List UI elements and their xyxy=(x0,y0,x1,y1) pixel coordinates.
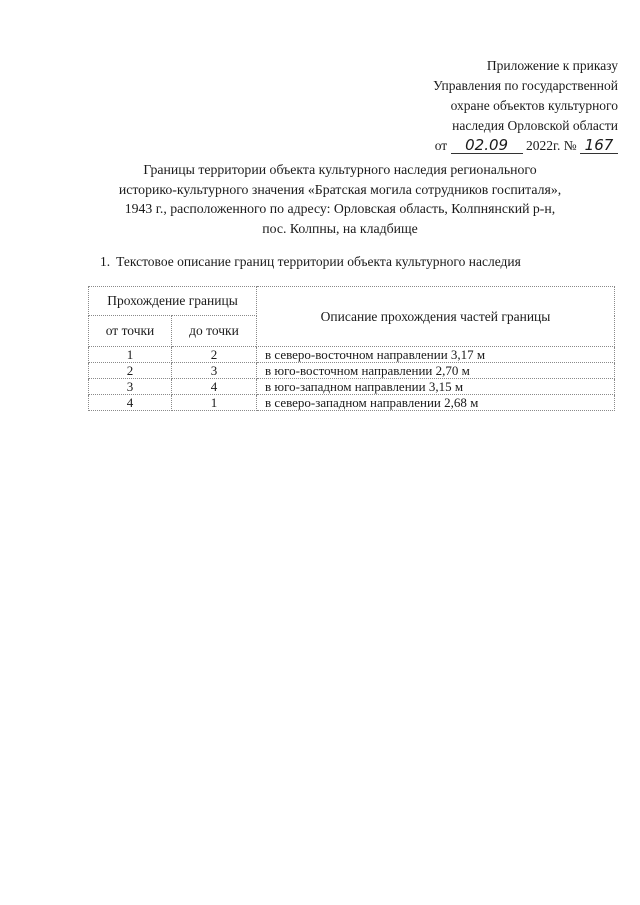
title-line-2: историко-культурного значения «Братская могила сотрудников госпиталя», xyxy=(118,181,562,197)
title-line-4: пос. Колпны, на кладбище xyxy=(262,220,418,236)
title-line-1: Границы территории объекта культурного наследия регионального xyxy=(143,162,537,177)
table-row xyxy=(89,347,615,363)
table-row xyxy=(89,379,615,395)
cell-to: 1 xyxy=(172,395,257,411)
cell-from: 3 xyxy=(89,379,172,395)
cell-description: в юго-восточном направлении 2,70 м xyxy=(257,363,615,379)
document-title xyxy=(60,160,620,238)
table-row xyxy=(89,395,615,411)
appendix-line-2: Управления по государственной xyxy=(433,78,618,93)
cell-from: 2 xyxy=(89,363,172,379)
cell-to: 2 xyxy=(172,347,257,363)
cell-description: в юго-западном направлении 3,15 м xyxy=(257,379,615,395)
appendix-block xyxy=(358,56,618,156)
order-prefix: от xyxy=(434,138,448,153)
table-header-row xyxy=(89,287,615,316)
appendix-line-4: наследия Орловской области xyxy=(452,118,618,133)
header-description: Описание прохождения частей границы xyxy=(257,287,615,347)
boundary-table xyxy=(88,286,615,411)
header-boundary-passage: Прохождение границы xyxy=(89,287,257,316)
cell-description: в северо-восточном направлении 3,17 м xyxy=(257,347,615,363)
title-line-3: 1943 г., расположенного по адресу: Орловская область, Колпнянский р-н, xyxy=(124,201,556,216)
order-day-handwritten: 02.09 xyxy=(451,137,523,154)
section-text: Текстовое описание границ территории объекта культурного наследия xyxy=(116,254,521,269)
table-row xyxy=(89,363,615,379)
header-from-point: от точки xyxy=(89,316,172,347)
order-line xyxy=(358,136,618,156)
cell-from: 4 xyxy=(89,395,172,411)
header-to-point: до точки xyxy=(172,316,257,347)
order-number-handwritten: 167 xyxy=(580,137,618,154)
appendix-line-3: охране объектов культурного xyxy=(450,98,618,113)
cell-to: 3 xyxy=(172,363,257,379)
section-number: 1. xyxy=(100,254,111,269)
cell-from: 1 xyxy=(89,347,172,363)
cell-to: 4 xyxy=(172,379,257,395)
cell-description: в северо-западном направлении 2,68 м xyxy=(257,395,615,411)
section-heading xyxy=(100,254,521,270)
appendix-line-1: Приложение к приказу xyxy=(486,58,618,73)
order-year: 2022г. № xyxy=(525,138,577,153)
